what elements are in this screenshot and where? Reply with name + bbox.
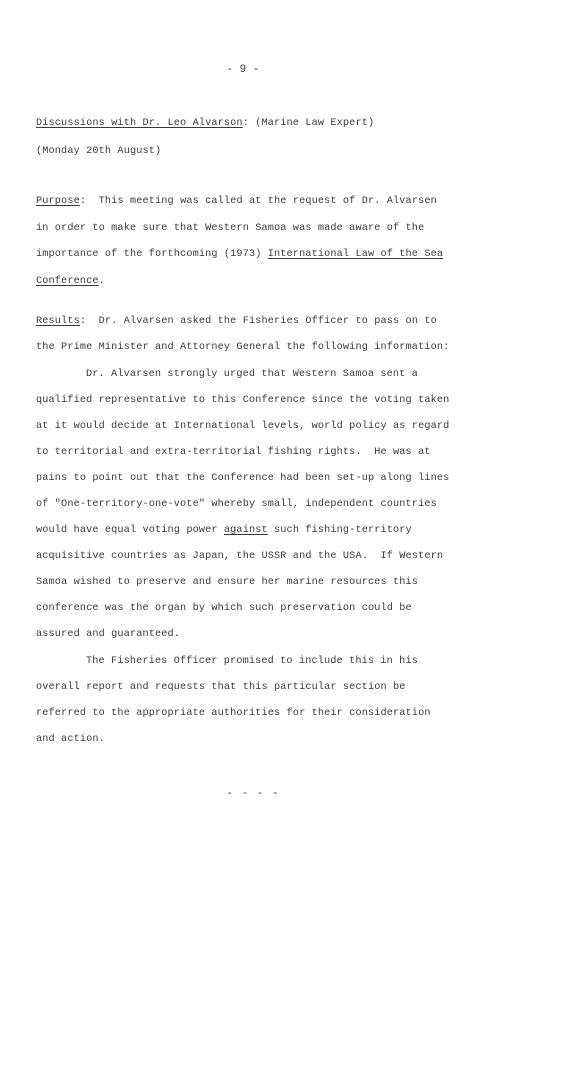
end-mark: - - - - xyxy=(226,788,280,800)
paragraph-line: acquisitive countries as Japan, the USSR and the USA. If Western xyxy=(36,551,444,562)
paragraph-line: to territorial and extra-territorial fishing rights. He was at xyxy=(36,447,431,458)
paragraph-line: and action. xyxy=(36,734,105,745)
page-number: - 9 - xyxy=(226,64,260,76)
paragraph-line: Dr. Alvarsen strongly urged that Western Samoa sent a xyxy=(86,369,418,380)
paragraph-line: pains to point out that the Conference had been set-up along lines xyxy=(36,473,450,484)
purpose-line-3: importance of the forthcoming (1973) International Law of the Sea xyxy=(36,249,444,260)
paragraph-line: at it would decide at International levels, world policy as regard xyxy=(36,421,450,432)
paragraph-line: conference was the organ by which such preservation could be xyxy=(36,603,412,614)
conference-name: International Law of the Sea xyxy=(267,249,444,260)
purpose-label: Purpose xyxy=(36,196,80,207)
paragraph-line: would have equal voting power against such fishing-territory xyxy=(36,525,412,536)
results-line-1: Results: Dr. Alvarsen asked the Fisheries Officer to pass on to xyxy=(36,316,437,327)
paragraph-line: referred to the appropriate authorities for their consideration xyxy=(36,708,431,719)
paragraph-line: of "One-territory-one-vote" whereby small, independent countries xyxy=(36,499,437,510)
results-label: Results xyxy=(36,316,80,327)
paragraph-line: overall report and requests that this particular section be xyxy=(36,682,406,693)
paragraph-line: The Fisheries Officer promised to include this in his xyxy=(86,656,418,667)
heading-title: Discussions with Dr. Leo Alvarson xyxy=(36,118,243,129)
paragraph-line: qualified representative to this Conference since the voting taken xyxy=(36,395,450,406)
purpose-line-4: Conference. xyxy=(36,276,105,287)
heading-subtitle: : (Marine Law Expert) xyxy=(242,118,375,129)
results-line-2: the Prime Minister and Attorney General the following information: xyxy=(36,342,450,353)
heading-line xyxy=(36,117,374,130)
purpose-line-2: in order to make sure that Western Samoa was made aware of the xyxy=(36,223,425,234)
paragraph-line: assured and guaranteed. xyxy=(36,629,181,640)
paragraph-line: Samoa wished to preserve and ensure her marine resources this xyxy=(36,577,419,588)
emphasis-against: against xyxy=(223,525,268,536)
purpose-line-1: Purpose: This meeting was called at the request of Dr. Alvarsen xyxy=(36,196,437,207)
heading-date: (Monday 20th August) xyxy=(36,146,162,157)
